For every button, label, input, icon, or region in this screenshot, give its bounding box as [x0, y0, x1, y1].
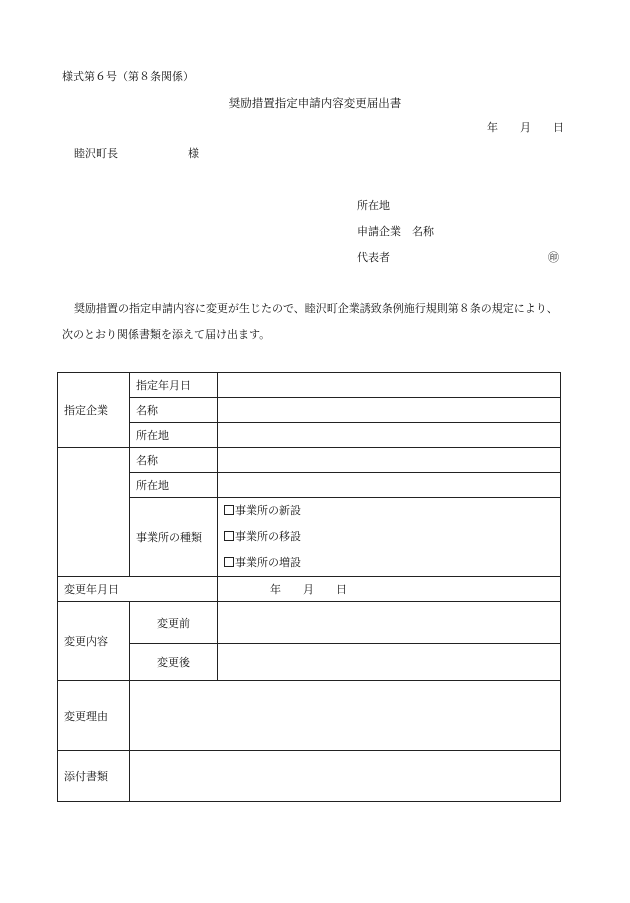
- table-row: [58, 373, 561, 398]
- change-before-field[interactable]: [218, 602, 561, 644]
- office-type-options: [218, 498, 561, 577]
- change-date-field[interactable]: [218, 577, 561, 602]
- applicant-representative-label: 代表者: [357, 251, 390, 264]
- change-reason-label: 変更理由: [58, 681, 130, 751]
- designated-location-field[interactable]: [218, 423, 561, 448]
- change-after-label: 変更後: [130, 644, 218, 681]
- office-name-field[interactable]: [218, 448, 561, 473]
- designated-name-field[interactable]: [218, 398, 561, 423]
- applicant-company-label: 申請企業 名称: [357, 225, 434, 238]
- office-location-label: 所在地: [130, 473, 218, 498]
- change-date-year: 年: [270, 583, 281, 596]
- office-name-label: 名称: [130, 448, 218, 473]
- form-number: 様式第６号（第８条関係）: [62, 70, 194, 83]
- table-row: [58, 602, 561, 644]
- option-label: 事業所の新設: [235, 504, 301, 517]
- addressee: [74, 147, 199, 161]
- attachments-field[interactable]: [130, 751, 561, 802]
- attachments-label: 添付書類: [58, 751, 130, 802]
- office-location-field[interactable]: [218, 473, 561, 498]
- date-day: 日: [553, 121, 564, 134]
- table-row: [58, 423, 561, 448]
- body-text-line-2: 次のとおり関係書類を添えて届け出ます。: [62, 328, 271, 341]
- checkbox-icon[interactable]: [224, 505, 234, 515]
- checkbox-icon[interactable]: [224, 557, 234, 567]
- submission-date: [487, 121, 564, 135]
- option-relocate-office[interactable]: [224, 524, 560, 550]
- change-notification-table: [57, 372, 561, 802]
- change-content-label: 変更内容: [58, 602, 130, 681]
- designated-date-label: 指定年月日: [130, 373, 218, 398]
- option-label: 事業所の移設: [235, 530, 301, 543]
- designated-company-label: 指定企業: [58, 373, 130, 448]
- table-row: [58, 681, 561, 751]
- designated-name-label: 名称: [130, 398, 218, 423]
- change-date-label: 変更年月日: [58, 577, 218, 602]
- change-date-month: 月: [303, 583, 314, 596]
- designated-date-field[interactable]: [218, 373, 561, 398]
- document-title: 奨励措置指定申請内容変更届出書: [228, 96, 402, 110]
- table-row: [58, 577, 561, 602]
- change-after-field[interactable]: [218, 644, 561, 681]
- date-year: 年: [487, 121, 498, 134]
- addressee-name: 睦沢町長: [74, 147, 118, 160]
- designated-location-label: 所在地: [130, 423, 218, 448]
- table-row: [58, 751, 561, 802]
- table-row: [58, 498, 561, 577]
- table-row: [58, 644, 561, 681]
- checkbox-icon[interactable]: [224, 531, 234, 541]
- change-reason-field[interactable]: [130, 681, 561, 751]
- body-text-line-1: 奨励措置の指定申請内容に変更が生じたので、睦沢町企業誘致条例施行規則第８条の規定により、: [74, 302, 558, 315]
- office-type-label: 事業所の種類: [130, 498, 218, 577]
- change-date-day: 日: [336, 583, 347, 596]
- option-expand-office[interactable]: [224, 550, 560, 576]
- date-month: 月: [520, 121, 531, 134]
- change-before-label: 変更前: [130, 602, 218, 644]
- option-new-office[interactable]: [224, 498, 560, 524]
- addressee-honorific: 様: [188, 147, 199, 160]
- applicant-location-label: 所在地: [357, 199, 390, 212]
- table-row: [58, 473, 561, 498]
- table-row: [58, 448, 561, 473]
- option-label: 事業所の増設: [235, 556, 301, 569]
- seal-mark: ㊞: [548, 251, 559, 264]
- office-group-cell: [58, 448, 130, 577]
- table-row: [58, 398, 561, 423]
